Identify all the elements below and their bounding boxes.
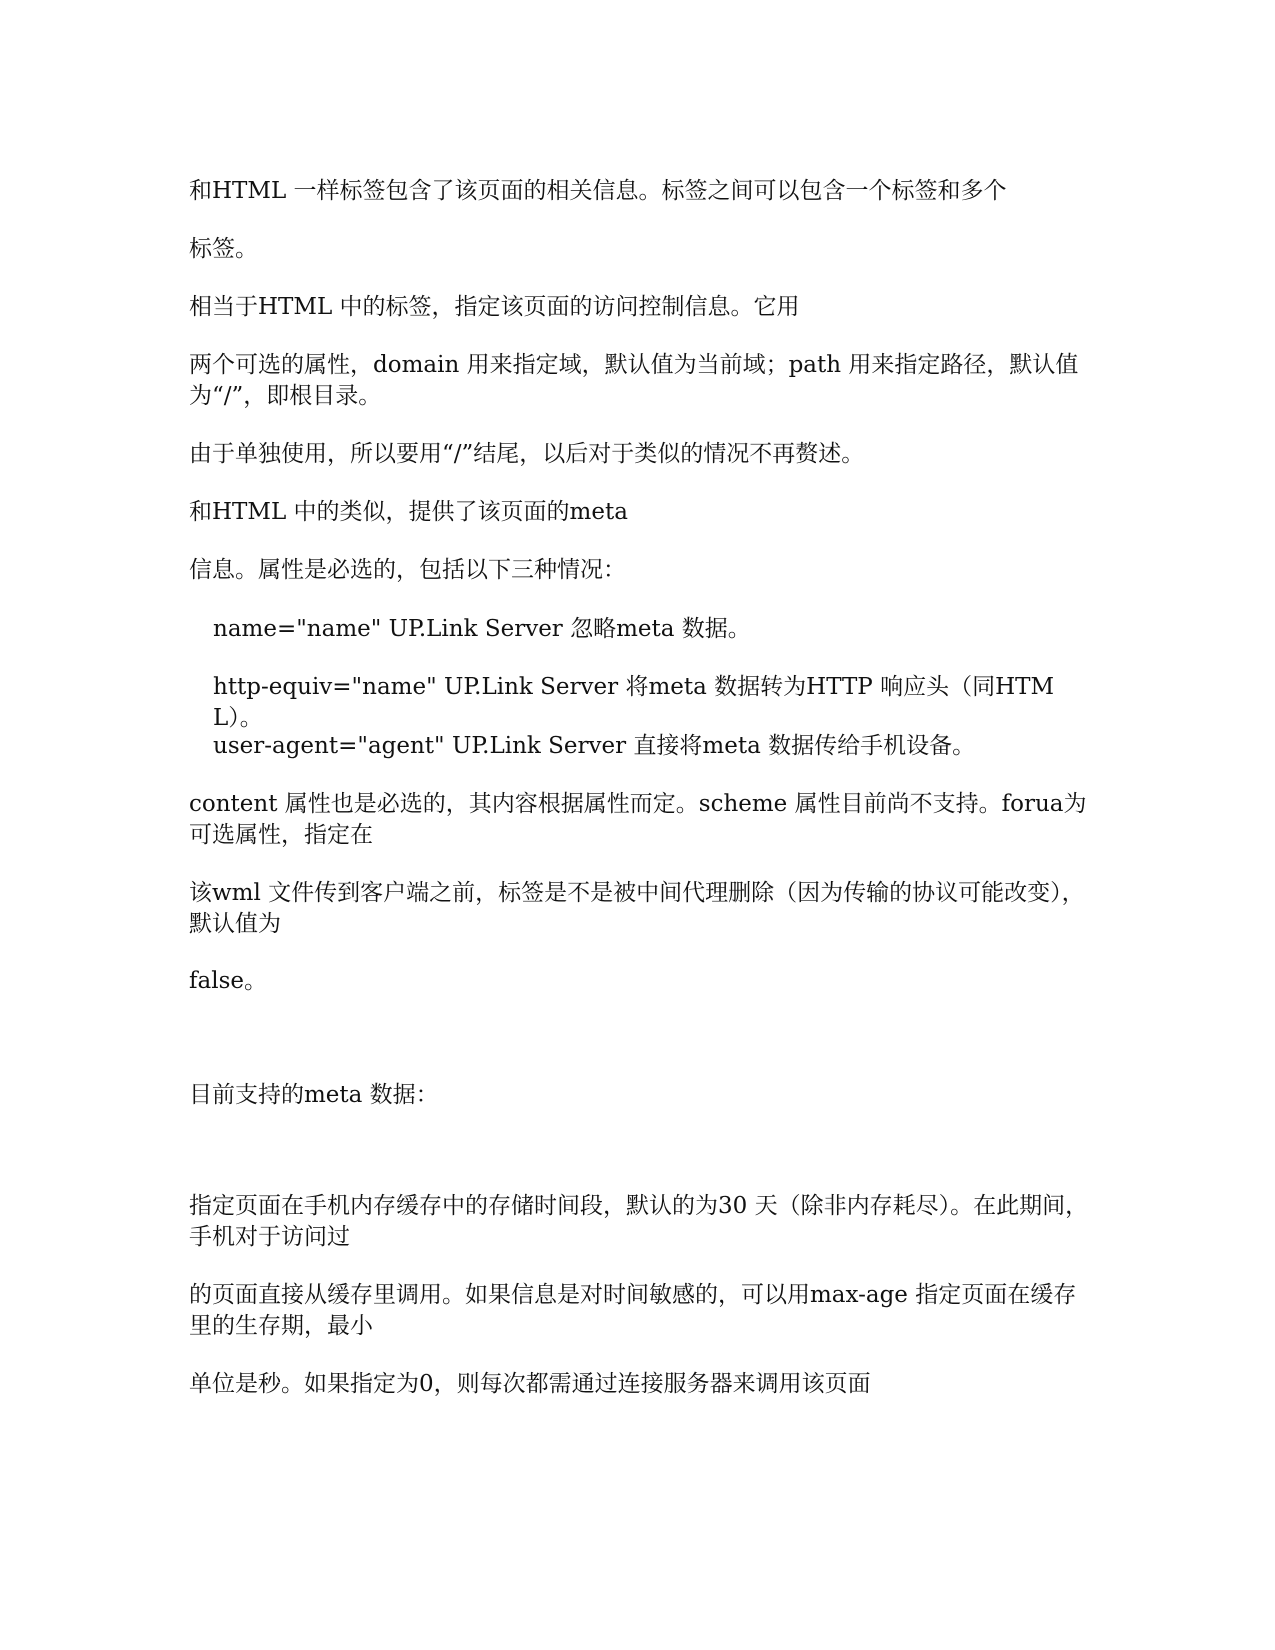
list-item-http-equiv-attribute: http-equiv="name" UP.Link Server 将meta 数据转为HTTP 响应头（同HTML）。 [213,674,1055,731]
list-item-name-attribute: name="name" UP.Link Server 忽略meta 数据。 [213,616,751,642]
paragraph-self-closing-note: 由于单独使用，所以要用“/”结尾，以后对于类似的情况不再赘述。 [189,441,865,467]
paragraph-meta-info: 信息。属性是必选的，包括以下三种情况： [189,557,626,583]
paragraph-forua-note: 该wml 文件传到客户端之前，标签是不是被中间代理删除（因为传输的协议可能改变），默认值为 [189,880,1085,937]
paragraph-meta-tag: 和HTML 中的类似，提供了该页面的meta [189,499,628,525]
list-item-user-agent-attribute: user-agent="agent" UP.Link Server 直接将meta 数据传给手机设备。 [213,733,976,759]
paragraph-supported-meta-heading: 目前支持的meta 数据： [189,1082,439,1108]
paragraph-access-tag: 相当于HTML 中的标签，指定该页面的访问控制信息。它用 [189,294,800,320]
paragraph-head-tag-cont: 标签。 [189,236,258,262]
paragraph-seconds-unit: 单位是秒。如果指定为0，则每次都需通过连接服务器来调用该页面 [189,1371,871,1397]
paragraph-false-default: false。 [189,968,267,994]
paragraph-content-attribute: content 属性也是必选的，其内容根据属性而定。scheme 属性目前尚不支持。forua为可选属性，指定在 [189,791,1087,848]
paragraph-head-tag: 和HTML 一样标签包含了该页面的相关信息。标签之间可以包含一个标签和多个 [189,178,1007,204]
paragraph-cache-duration: 指定页面在手机内存缓存中的存储时间段，默认的为30 天（除非内存耗尽）。在此期间，手机对于访问过 [189,1193,1089,1250]
paragraph-access-attributes: 两个可选的属性，domain 用来指定域，默认值为当前域；path 用来指定路径，默认值为“/”，即根目录。 [189,352,1079,409]
paragraph-max-age: 的页面直接从缓存里调用。如果信息是对时间敏感的，可以用max-age 指定页面在缓存里的生存期，最小 [189,1282,1077,1339]
